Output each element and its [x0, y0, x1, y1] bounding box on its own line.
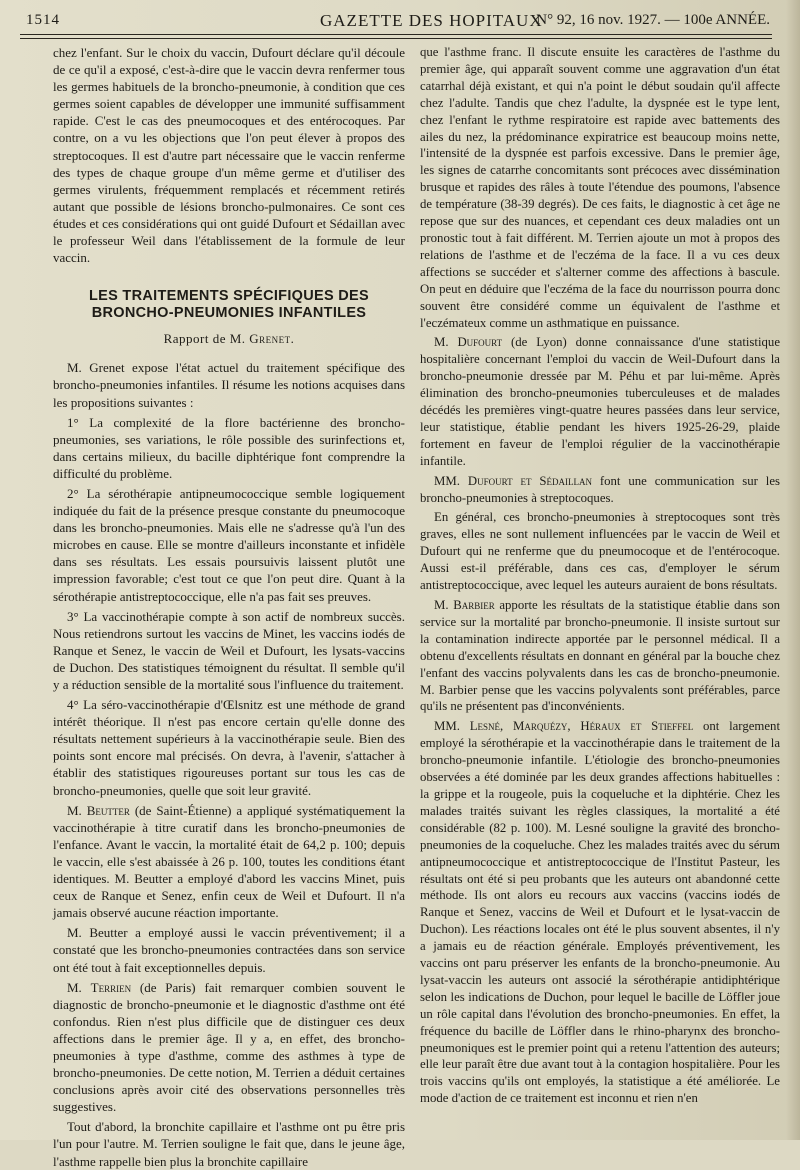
speaker-prefix: M. — [434, 598, 454, 612]
speaker-name: Barbier — [453, 598, 495, 612]
paragraph-text: (de Paris) fait remarquer combien souvent le diagnostic de broncho-pneumonie et le diagnostic d'asthme ont été confondus. Rien n'est plus difficile que de distinguer ces deux affections dans le premier âge. Il y a, en effet, des broncho-pneumonies à type d'asthme, comme des asthmes à type de broncho-pneumonies. De cette notion, M. Terrien a déduit certaines conclusions après avoir cité des observations personnelles très suggestives. — [53, 979, 405, 1115]
byline-author: Grenet. — [249, 331, 295, 347]
journal-title: GAZETTE DES HOPITAUX — [320, 11, 543, 30]
speaker-name: Dufourt et Sédaillan — [467, 473, 592, 488]
paragraph — [420, 718, 780, 1107]
paragraph: que l'asthme franc. Il discute ensuite les caractères de l'asthme du premier âge, qui apparaît souvent comme une aggravation d'un état catarrhal déjà existant, et qui n'a point le début soudain qu'il affecte chez l'adulte. Tandis que chez l'adulte, la dyspnée est le type lent, chez l'enfant le rythme respiratoire est rapide avec battements des ailes du nez, la prédominance expiratrice est beaucoup moins nette, l'intensité de la dyspnée est parfois excessive. Dans le premier âge, les signes de catarrhe concomitants sont précoces avec dissémination brusque et rapides des râles à toute l'étendue des poumons, l'absence de température (38-39 degrés). De ces faits, le diagnostic à cet âge ne repose que sur des nuances, et cependant ces deux maladies ont un pronostic tout à fait différent. M. Terrien ajoute un mot à propos des relations de l'asthme et de l'eczéma de la face. Il a vu ces deux affections se succéder et s'alterner comme des affections à bascule. On peut en déduire que l'eczéma de la face du nourrisson pourra donc souvent être considéré comme un équivalent de l'asthme et l'eczémateux comme un asthmatique en puissance. — [420, 45, 780, 330]
paragraph-text: font une communication sur les broncho-pneumonies à streptocoques. — [420, 473, 780, 505]
paragraph — [420, 597, 780, 715]
section-title: LES TRAITEMENTS SPÉCIFIQUES DES BRONCHO-PNEUMONIES INFANTILES — [89, 288, 369, 322]
paragraph: 2° La sérothérapie antipneumococcique semble logiquement indiquée du fait de la présence presque constante du pneumocoque dans les broncho-pneumonies. Mais elle ne s'adresse qu'à l'un des microbes en cause. Elle se montre d'ailleurs inconstante et infidèle dans ses résultats. Les essais poursuivis laissent plutôt une impression favorable; c'est tout ce que l'on peut dire. Quant à la sérothérapie antistreptococcique, elle n'a pas fait ses preuves. — [53, 485, 405, 604]
header-rule-bottom — [20, 38, 772, 39]
speaker-name: Terrien — [90, 979, 132, 995]
paragraph — [420, 473, 780, 507]
right-column — [420, 44, 780, 1107]
paragraph: 1° La complexité de la flore bactérienne des broncho-pneumonies, ses variations, le rôle possible des surinfections et, dans certains milieux, du bacille diphtérique font comprendre la difficulté du problème. — [53, 414, 405, 481]
report-byline — [53, 330, 405, 347]
speaker-prefix: M. — [67, 802, 87, 818]
page-edge-shadow — [786, 0, 800, 1140]
paragraph — [53, 979, 405, 1116]
page-header — [20, 8, 770, 32]
paragraph: 3° La vaccinothérapie compte à son actif de nombreux succès. Nous retiendrons surtout les vaccins de Minet, les vaccins iodés de Ranque et Senez, le vaccin de Weil et Dufourt, les lysats-vaccins de Duchon. Des statistiques témoignent du résultat. Il semble qu'il y a réduction sensible de la mortalité sous l'influence du traitement. — [53, 608, 405, 692]
paragraph: Tout d'abord, la bronchite capillaire et l'asthme ont pu être pris l'un pour l'autre. M. Terrien souligne le fait que, dans le jeune âge, l'asthme rappelle bien plus la bronchite capillaire — [53, 1119, 405, 1169]
speaker-prefix: MM. — [434, 719, 470, 734]
paragraph: M. Beutter a employé aussi le vaccin préventivement; il a constaté que les broncho-pneumonies contractées dans son service ont été tout à fait exceptionnelles depuis. — [53, 925, 405, 975]
speaker-name: Dufourt — [457, 335, 503, 350]
page-number: 1514 — [26, 12, 60, 28]
paragraph: En général, ces broncho-pneumonies à streptocoques sont très graves, elles ne sont nullement influencées par le vaccin de Weil et Dufourt qui ne renferme que du pneumocoque et de l'entérocoque. Aussi est-il préférable, dans ces cas, d'employer le sérum antistreptococcique, avec lequel les auteurs auraient de bons résultats. — [420, 510, 780, 593]
paragraph-text: (de Saint-Étienne) a appliqué systématiquement la vaccinothérapie à titre curatif dans les broncho-pneumonies de l'enfance. Avant le vaccin, la mortalité était de 64,2 p. 100; depuis le vaccin, elle s'est abaissée à 26 p. 100, toutes les conditions étant identiques. M. Beutter a employé d'abord les vaccins Minet, puis ceux de Ranque et Senez, enfin ceux de Weil et Dufourt. Il n'a jamais observé aucune réaction importante. — [53, 802, 405, 921]
paragraph: 4° La séro-vaccinothérapie d'Œlsnitz est une méthode de grand intérêt théorique. Il n'est pas encore certain qu'elle donne des résultats nettement supérieurs à la vaccinothérapie seule. Bien des points sont encore mal précisés. On devra, à l'avenir, s'attacher à établir des statistiques rigoureuses portant sur tous les cas de broncho-pneumonies, quelle que soit leur gravité. — [53, 697, 405, 798]
paragraph-text: (de Lyon) donne connaissance d'une statistique hospitalière concernant l'emploi du vaccin de Weil-Dufourt dans la broncho-pneumonie dressée par M. Péhu et par lui-même. Après élimination des broncho-pneumonies tuberculeuses et de malades décédés les premières vingt-quatre heures passées dans leur service, leur statistique, établie pendant les hivers 1925-26-29, plaide fortement en faveur de l'emploi régulier de la vaccinothérapie infantile. — [420, 335, 780, 468]
speaker-name: Lesné, Marquézy, Héraux et Stieffel — [469, 719, 694, 734]
issue-info: N° 92, 16 nov. 1927. — 100e ANNÉE. — [536, 12, 770, 28]
byline-prefix: Rapport de M. — [163, 331, 250, 347]
paragraph — [53, 802, 405, 922]
speaker-prefix: MM. — [434, 473, 468, 488]
paragraph: chez l'enfant. Sur le choix du vaccin, Dufourt déclare qu'il découle de ce qu'il a exposé, c'est-à-dire que le vaccin devra renfermer tous les germes habituels de la broncho-pneumonie, à condition que ces germes soient capables de développer une immunité suffisamment rapide. C'est le cas des pneumocoques et des entérocoques. Par contre, on a vu les objections que l'on peut élever à propos des streptocoques. Il est d'autre part nécessaire que le vaccin renferme des types de chaque groupe d'un même germe et d'utiliser des germes virulents, fréquemment remplacés et récemment retirés autant que possible de lésions broncho-pulmonaires. Ce sont ces études et ces considérations qui ont guidé Dufourt et Sédaillan avec le professeur Weil dans l'établissement de la formule de leur vaccin. — [53, 45, 405, 266]
paragraph-text: ont largement employé la sérothérapie et la vaccinothérapie dans le traitement de la broncho-pneumonie infantile. L'étiologie des broncho-pneumonies observées a été dominée par les deux grandes affections habituelles : la grippe et la rougeole, puis la coqueluche et la diphtérie. Chez les malades traités suivant les règles classiques, la mortalité a été considérable (82 p. 100). M. Lesné souligne la gravité des broncho-pneumonies de la coqueluche. Chez les malades traités avec du sérum antipneumococcique et antistreptococcique de l'Institut Pasteur, les résultats ont été si peu probants que les auteurs ont abandonné cette méthode. Ils ont alors eu recours aux vaccins (vaccins iodés de Ranque et Senez, vaccins de Weil et Dufourt et le lysat-vaccin de Duchon). Les réactions locales ont été le plus souvent absentes, il n'y a jamais eu de réaction générale. Employés préventivement, les vaccins ont paru préserver les enfants de la broncho-pneumonie. Au lysat-vaccin les auteurs ont associé la sérothérapie antidiphtérique selon les indications de Duchon, pour lequel le bacille de Löffler joue un rôle capital dans l'évolution des broncho-pneumonies. En effet, la fréquence du bacille de Löffler dans le rhino-pharynx des broncho-pneumoniques est le premier point qui a retenu l'attention des auteurs; elle leur paraît être due avant tout à la contagion hospitalière. Pour les trois vaccins qu'ils ont employés, la statistique a été améliorée. Le mode d'action de ce traitement est inconnu et rien n'en — [420, 719, 781, 1106]
left-column — [53, 44, 405, 1170]
speaker-name: Beutter — [86, 802, 130, 818]
speaker-prefix: M. — [434, 335, 458, 350]
paragraph — [420, 334, 780, 469]
speaker-prefix: M. — [67, 979, 91, 995]
paragraph: M. Grenet expose l'état actuel du traitement spécifique des broncho-pneumonies infantiles. Il résume les notions acquises dans les propositions suivantes : — [53, 360, 405, 410]
header-rule-top — [20, 34, 772, 35]
paragraph-text: apporte les résultats de la statistique établie dans son service sur la mortalité par broncho-pneumonie. Il insiste surtout sur la contamination indirecte apportée par le personnel médical. Il a obtenu d'excellents résultats en donnant en général par la bouche chez l'enfant des vaccins polyvalents dans les cas de broncho-pneumonie. M. Barbier pense que les vaccins polyvalents sont préférables, parce qu'ils ne présentent pas d'inconvénients. — [420, 598, 780, 714]
